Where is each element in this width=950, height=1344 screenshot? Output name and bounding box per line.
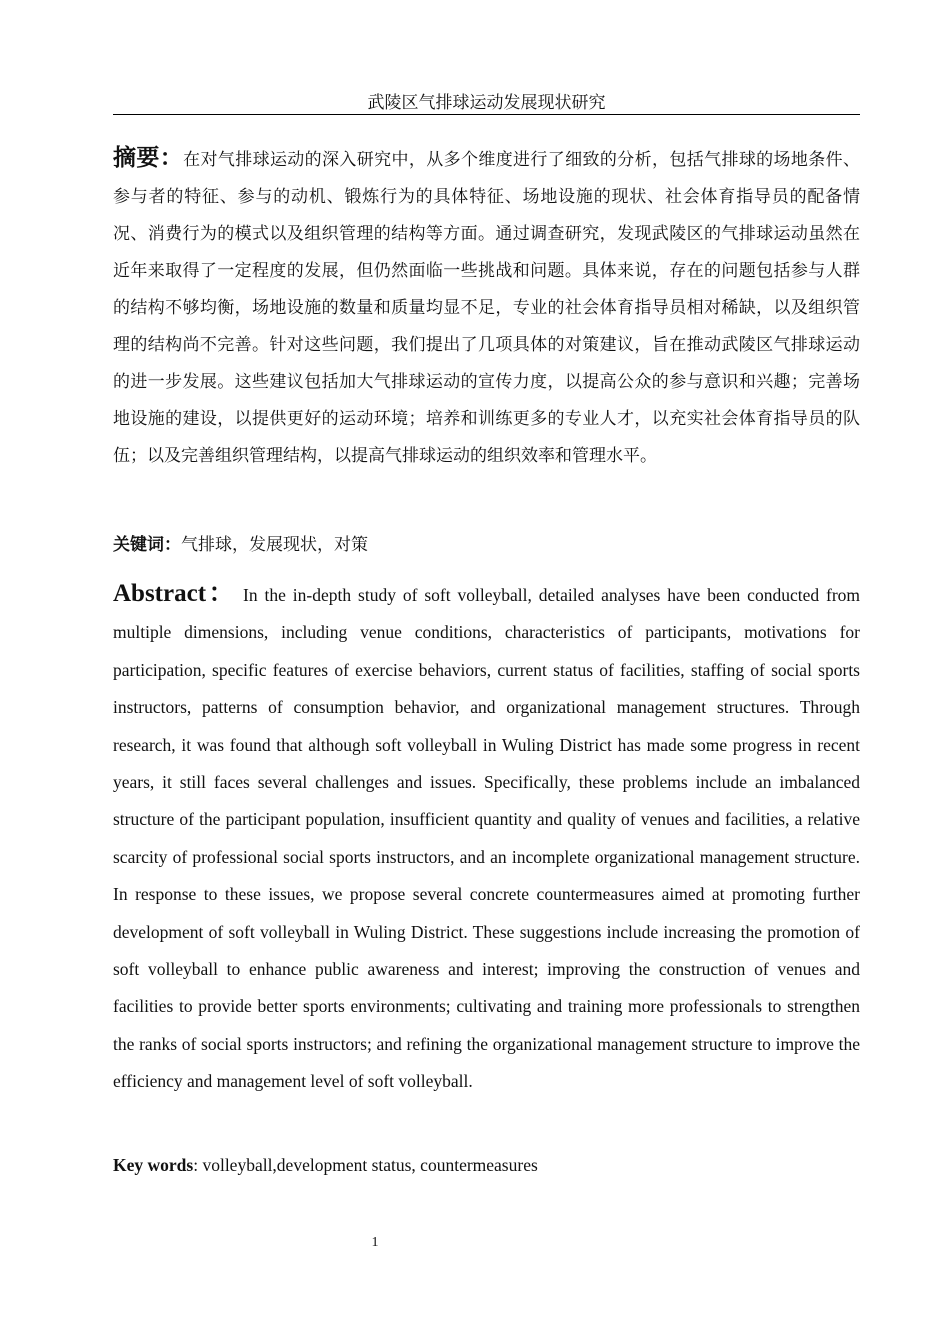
chinese-keywords-text: 气排球，发展现状，对策	[181, 535, 368, 555]
english-abstract-body: In the in-depth study of soft volleyball, detailed analyses have been conducted from multiple dimensions, including venue conditions, characteristics of participants, motivations for participation, specific features of exercise behaviors, current status of facilities, staffing of social sports instructors, patterns of consumption behavior, and organizational management structures. Through research, it was found that although soft volleyball in Wuling District has made some progress in recent years, it still faces several challenges and issues. Specifically, these problems include an imbalanced structure of the participant population, insufficient quantity and quality of venues and facilities, a relative scarcity of professional social sports instructors, and an incomplete organizational management structure. In response to these issues, we propose several concrete countermeasures aimed at promoting further development of soft volleyball in Wuling District. These suggestions include increasing the promotion of soft volleyball to enhance public awareness and interest; improving the construction of venues and facilities to provide better sports environments; cultivating and training more professionals to strengthen the ranks of social sports instructors; and refining the organizational management structure to improve the efficiency and management level of soft volleyball.	[113, 585, 861, 1092]
page-number: 1	[371, 1235, 379, 1250]
english-keywords-separator: :	[193, 1155, 203, 1175]
english-keywords-label: Key words	[113, 1155, 194, 1175]
english-abstract-heading: Abstract：	[113, 580, 237, 607]
chinese-keywords-label: 关键词：	[113, 535, 181, 555]
english-keywords-text: volleyball,development status, countermeasures	[202, 1155, 538, 1175]
chinese-abstract-body: 在对气排球运动的深入研究中，从多个维度进行了细致的分析，包括气排球的场地条件、参与者的特征、参与的动机、锻炼行为的具体特征、场地设施的现状、社会体育指导员的配备情况、消费行为的模式以及组织管理的结构等方面。通过调查研究，发现武陵区的气排球运动虽然在近年来取得了一定程度的发展，但仍然面临一些挑战和问题。具体来说，存在的问题包括参与人群的结构不够均衡，场地设施的数量和质量均显不足，专业的社会体育指导员相对稀缺，以及组织管理的结构尚不完善。针对这些问题，我们提出了几项具体的对策建议，旨在推动武陵区气排球运动的进一步发展。这些建议包括加大气排球运动的宣传力度，以提高公众的参与意识和兴趣；完善场地设施的建设，以提供更好的运动环境；培养和训练更多的专业人才，以充实社会体育指导员的队伍；以及完善组织管理结构，以提高气排球运动的组织效率和管理水平。	[113, 150, 861, 466]
english-keywords	[113, 1151, 860, 1179]
chinese-abstract-heading: 摘要：	[113, 145, 184, 171]
english-abstract	[113, 575, 860, 1101]
chinese-abstract	[113, 140, 860, 475]
running-header: 武陵区气排球运动发展现状研究	[113, 92, 860, 115]
chinese-keywords	[113, 530, 860, 560]
